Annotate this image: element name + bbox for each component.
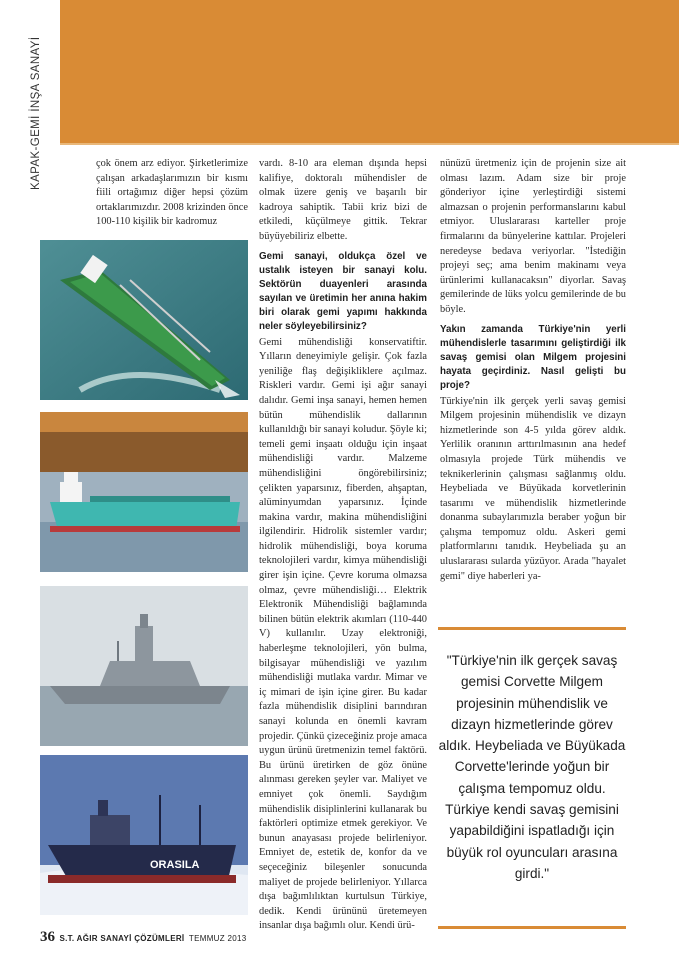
section-label: KAPAK-GEMİ İNŞA SANAYİ [30,36,42,190]
header-color-band [60,0,679,143]
photo-green-tanker [40,240,248,400]
text-column-3 [440,157,626,589]
interview-question: Gemi sanayi, oldukça özel ve ustalık isteyen bir sanayi kolu. Sektörün duayenleri arasında sayılan ve üretimin her anına hakim biri olarak gemi yapımı hakkında neler söyleyebilirsiniz? [259,250,427,332]
header-rule [60,143,679,145]
ship-name-label: ORASILA [150,859,200,871]
paragraph: nünüzü üretmeniz için de projenin size ait olması lazım. Adam size bir proje gönderiyor içine yerleştirdiği sistemi almazsan o projenin performanslarını kabul etmiyor. Uluslararası karteller proje firmalarını da bünyelerine kattılar. Projeleri neredeyse bedava veriyorlar. "İstediğin projeyi seç; ama benim makinamı veya ürünlerimi kullanacaksın" diyorlar. Savaş gemilerinde de lüks yolcu gemilerinde de bu böyle. [440,158,626,315]
pull-quote: "Türkiye'nin ilk gerçek savaş gemisi Corvette Milgem projesinin mühendislik ve dizayn hizmetlerinde görev aldık. Heybeliada ve Büyükada Corvette'lerinde yoğun bir çalışma tempomuz oldu. Türkiye kendi savaş gemisini yapabildiğini ispatladığı için büyük rol oyuncuları arasına girdi." [438,653,626,881]
paragraph: Türkiye'nin ilk gerçek yerli savaş gemisi Milgem projesinin mühendislik ve dizayn hizmetlerinde son 4-5 yılda görev aldık. Yerlilik oranının arttırılmasının ana hedef olmasıyla projede Türk mühendis ve teknikerlerinin çalışması sağlanmış oldu. Heybeliada ve Büyükada korvetlerinin tasarımı ve mühendislik hizmetlerinde donanma subaylarımızla beraber yoğun bir çalışma tempomuz oldu. Askeri gemi platformlarını tanıdık. Heybeliada şu an uluslararası sularda yüzüyor. Arada "hayalet gemi" diye haberleri ya- [440,395,626,582]
text-column-2 [259,157,427,939]
paragraph: çok önem arz ediyor. Şirketlerimize çalışan arkadaşlarımızın bir kısmı fiili ortağımız diğer hepsi çözüm ortaklarımızdır. 2008 krizinden önce 100-110 kişilik bir kadromuz [96,158,248,228]
paragraph: Gemi mühendisliği konservatiftir. Yılların deneyimiyle gelişir. Çok fazla yeniliğe flaş değişikliklere açılmaz. Riskleri vardır. Gemi işi ağır sanayi dalıdır. Gemi inşa sanayi, hemen hemen bütün mühendislik dallarının kullanıldığı bir sanayi koludur. Şöyle ki; temeli gemi inşaatı olduğu için inşaat mühendisliği vardır. Malzeme mühendisliğini öngörebilirsiniz; çelikten yaparsınız, fiberden, ahşaptan, alüminyumdan yaparsınız. İçinde makina vardır, makina mühendisliğini ilgilendirir. Hidrolik sistemler vardır; hidrolik mühendisliği, boya koruma teknolojileri vardır, kimya mühendisliği girer işin içine. Çevre koruma olmazsa olmaz, çevre mühendisliği… Elektrik Elektronik Mühendisliği bağlamında bilinen bütün elektrik akımları (110-440 V) kullanılır. Uzay elektroniği, haberleşme teknolojileri, yön bulma, bilgisayar mühendisliği ve yazılım mühendisliği mutlaka vardır. Mimar ve iç mimari de işin içine girer. Bu kadar fazla mühendislik disiplini barındıran sanayi kolunda en önemli kavram projedir. Çünkü çizeceğiniz proje amaca uygun ürünü üretmenizin temel faktörü. Bu ürünü üretirken de göz önüne alınması gereken şeyler var. Maliyet ve emniyet çok önemli. Saydığım mühendislik disiplinlerini kullanarak bu faktörleri optimize etmek gerekiyor. Ve bunun anayasası projede belirleniyor. Emniyet de, estetik de, konfor da ve seçeceğiniz bileşenler sonucunda maliyet de projede belirleniyor. Yıllarca dışa bağımlılıktan kurtulsun Türkiye, dedik. Kendi ürününü üretemeyen insanlar dışa bağımlı olur. Kendi ürü- [259,336,427,932]
issue-date: TEMMUZ 2013 [188,934,247,943]
pull-quote-rule-top [438,627,626,630]
photo-teal-cargo-ship [40,412,248,572]
photo-orasila-icebreaker [40,755,248,915]
paragraph: vardı. 8-10 ara eleman dışında hepsi kalifiye, doktoralı mühendisler de olmak üzere geniş ve başarılı bir kadroya sahiptik. Tabii kriz bizi de etkiledi, küçülmeye gittik. Tekrar büyüyebiliriz elbette. [259,158,427,242]
page-number: 36 [40,929,55,945]
page-footer [40,928,246,946]
interview-question: Yakın zamanda Türkiye'nin yerli mühendislerle tasarımını geliştirdiği ilk savaş gemisi olan Milgem projesini hayata geçirdiniz. Nasıl gelişti bu proje? [440,323,626,391]
pull-quote-rule-bottom [438,926,626,929]
text-column-1 [96,157,248,235]
publication-name: S.T. AĞIR SANAYİ ÇÖZÜMLERİ [59,934,185,943]
photo-corvette-warship [40,586,248,746]
